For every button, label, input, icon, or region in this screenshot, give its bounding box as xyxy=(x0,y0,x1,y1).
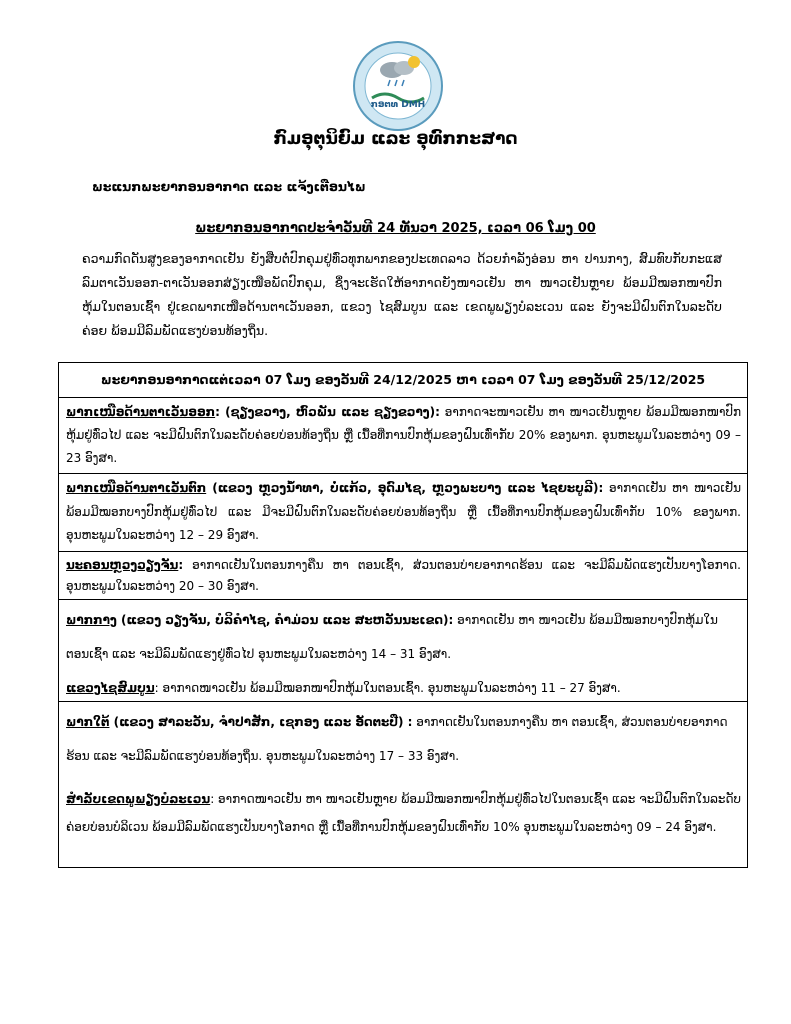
region-text: ອາກາດເຢັນໃນຕອນກາງຄືນ ຫາ ຕອນເຊົ້າ, ສ່ວນຕອນບ່າຍອາກາດ xyxy=(412,715,728,729)
subregion-name: ສໍາລັບເຂດພູພຽງບໍລະເວນ xyxy=(66,792,211,806)
region-text: ອາກາດເຢັນໃນຕອນກາງຄືນ ຫາ ຕອນເຊົ້າ, ສ່ວນຕອນບ່າຍອາກາດຮ້ອນ ແລະ ຈະມີລົມພັດແຮງເປັນບາງໂອກາດ. ອຸນຫະພູມໃນລະຫວ່າງ 20 – 30 ອົງສາ. xyxy=(66,558,741,593)
region-provinces: (ແຂວງ ຫຼວງນ້ຳທາ, ບໍ່ແກ້ວ, ອຸດົມໄຊ, ຫຼວງພະບາງ ແລະ ໄຊຍະບູລີ): xyxy=(206,481,604,495)
region-name: ພາກເໜືອດ້ານຕາເວັນຕົກ xyxy=(66,481,207,495)
region-northwest xyxy=(59,474,747,552)
region-central xyxy=(59,600,747,702)
region-name: ນະຄອນຫຼວງວຽງຈັນ xyxy=(66,558,179,572)
subregion-name: ແຂວງໄຊສົມບູນ xyxy=(66,681,155,695)
region-text: ອາກາດຈະໜາວເຢັນ ຫາ ໜາວເຢັນຫຼາຍ ພ້ອມມີໝອກໜາປົກຫຸ້ມຢູ່ທົ່ວໄປ ແລະ ຈະມີຝົນຕົກໃນລະດັບຄ່ອຍບ່ອນທ້ອງຖິ່ນ ຫຼື ເນື້ອທີ່ການປົກຫຸ້ມຂອງຝົນເທົ່າກັບ 20% ຂອງພາກ. ອຸນຫະພູມໃນລະຫວ່າງ 09 – 23 ອົງສາ. xyxy=(66,405,741,465)
table-header: ພະຍາກອນອາກາດແຕ່ເວລາ 07 ໂມງ ຂອງວັນທີ 24/12/2025 ຫາ ເວລາ 07 ໂມງ ຂອງວັນທີ 25/12/2025 xyxy=(59,363,747,398)
region-text: ອາກາດເຢັນ ຫາ ໜາວເຢັນ ພ້ອມມີໝອກບາງປົກຫຸ້ມໃນ xyxy=(453,613,718,627)
logo-text: ກອຕທ DMH xyxy=(370,100,426,110)
region-provinces: (ແຂວງ ສາລະວັນ, ຈຳປາສັກ, ເຊກອງ ແລະ ອັດຕະປື) : xyxy=(109,715,413,729)
region-text-cont: ຮ້ອນ ແລະ ຈະມີລົມພັດແຮງບ່ອນທ້ອງຖິ່ນ. ອຸນຫະພູມໃນລະຫວ່າງ 17 – 33 ອົງສາ. xyxy=(66,749,460,763)
region-name: ພາກໃຕ້ xyxy=(66,715,110,729)
forecast-title: ພະຍາກອນອາກາດປະຈຳວັນທີ 24 ທັນວາ 2025, ເວລາ 06 ໂມງ 00 xyxy=(195,221,596,236)
region-name: ພາກເໜືອດ້ານຕາເວັນອອກ xyxy=(66,405,216,419)
forecast-summary: ຄວາມກົດດັນສູງຂອງອາກາດເຢັນ ຍັງສືບຕໍ່ປົກຄຸມຢູ່ທົ່ວທຸກພາກຂອງປະເທດລາວ ດ້ວຍກຳລັງອ່ອນ ຫາ ປານກາງ, ສົມທົບກັບກະແສລົມຕາເວັນອອກ-ຕາເວັນອອກສ່ຽງເໜືອພັດປົກຄຸມ, ຊຶ່ງຈະເຮັດໃຫ້ອາກາດຍັງໜາວເຢັນ ຫາ ໜາວເຢັນຫຼາຍ ພ້ອມມີໝອກໜາປົກຫຸ້ມໃນຕອນເຊົ້າ ຢູ່ເຂດພາກເໜືອດ້ານຕາເວັນອອກ, ແຂວງ ໄຊສົມບູນ ແລະ ເຂດພູພຽງບໍລະເວນ ແລະ ຍັງຈະມີຝົນຕົກໃນລະດັບຄ່ອຍ ພ້ອມມີລົມພັດແຮງບ່ອນທ້ອງຖິ່ນ. xyxy=(82,251,722,338)
region-vientiane-capital xyxy=(59,552,747,600)
region-provinces: : xyxy=(178,558,184,572)
region-text-cont: ຕອນເຊົ້າ ແລະ ຈະມີລົມພັດແຮງຢູ່ທົ່ວໄປ ອຸນຫະພູມໃນລະຫວ່າງ 14 – 31 ອົງສາ. xyxy=(66,647,452,661)
region-provinces: (ແຂວງ ວຽງຈັນ, ບໍລິຄຳໄຊ, ຄຳມ່ວນ ແລະ ສະຫວັນນະເຂດ): xyxy=(116,613,454,627)
subregion-text: : ອາກາດໜາວເຢັນ ຫາ ໜາວເຢັນຫຼາຍ ພ້ອມມີໝອກໜາປົກຫຸ້ມຢູ່ທົ່ວໄປໃນຕອນເຊົ້າ ແລະ ຈະມີຝົນຕົກໃນລະດັບຄ່ອຍບ່ອນບໍລິເວນ ພ້ອມມີລົມພັດແຮງເປັນບາງໂອກາດ ຫຼື ເນື້ອທີ່ການປົກຫຸ້ມຂອງຝົນເທົ່າກັບ 10% ອຸນຫະພູມໃນລະຫວ່າງ 09 – 24 ອົງສາ. xyxy=(66,792,741,834)
region-name: ພາກກາງ xyxy=(66,613,117,627)
subregion-text: : ອາກາດໜາວເຢັນ ພ້ອມມີໝອກໜາປົກຫຸ້ມໃນຕອນເຊົ້າ. ອຸນຫະພູມໃນລະຫວ່າງ 11 – 27 ອົງສາ. xyxy=(154,681,621,695)
region-south xyxy=(59,702,747,869)
department-title: ພະແນກພະຍາກອນອາກາດ ແລະ ແຈ້ງເຕືອນໄພ xyxy=(92,179,366,194)
dmh-logo xyxy=(352,40,444,132)
region-provinces: : (ຊຽງຂວາງ, ຫົວພັນ ແລະ ຊຽງຂວາງ): xyxy=(215,405,440,419)
region-text: ອາກາດເຢັນ ຫາ ໜາວເຢັນ ພ້ອມມີໝອກບາງປົກຫຸ້ມຢູ່ທົ່ວໄປ ແລະ ມີຈະມີຝົນຕົກໃນລະດັບຄ່ອຍບ່ອນທ້ອງຖິ່ນ ຫຼື ເນື້ອທີ່ການປົກຫຸ້ມຂອງຝົນເທົ່າກັບ 10% ຂອງພາກ. ອຸນຫະພູມໃນລະຫວ່າງ 12 – 29 ອົງສາ. xyxy=(66,481,741,542)
regional-forecast-table xyxy=(58,362,748,868)
region-northeast xyxy=(59,398,747,474)
ministry-title: ກົມອຸຕຸນິຍົມ ແລະ ອຸທົກກະສາດ xyxy=(273,129,518,149)
